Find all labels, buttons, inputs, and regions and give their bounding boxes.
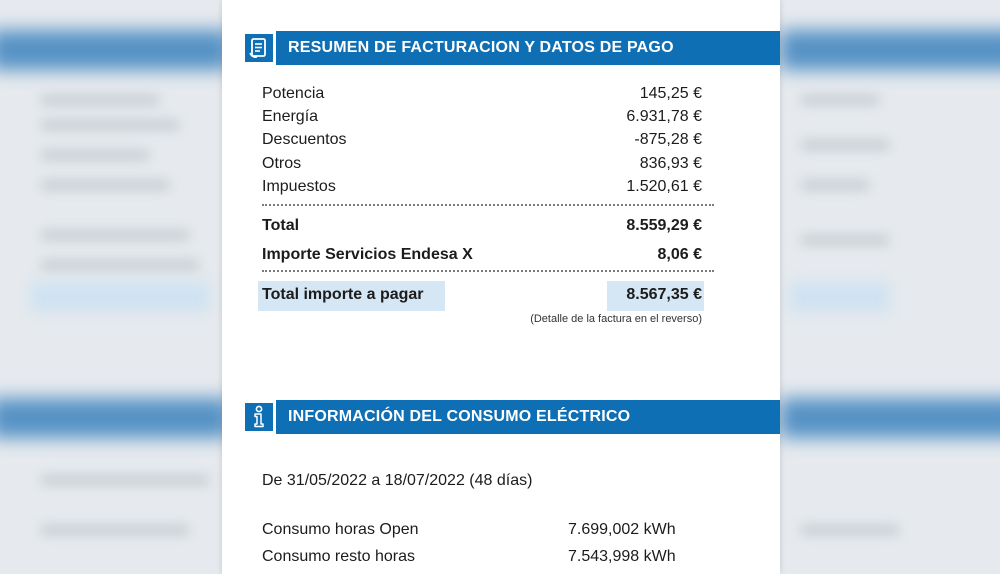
billing-section-header: [242, 31, 780, 65]
billing-row-energia: [262, 108, 702, 126]
info-icon: [245, 403, 273, 431]
consumption-label: Consumo resto horas: [262, 548, 415, 565]
consumption-value: 7.699,002 kWh: [568, 521, 676, 538]
background-line: [40, 120, 180, 130]
background-bar: [780, 398, 1000, 438]
billing-value: -875,28 €: [634, 131, 702, 148]
billing-row-otros: [262, 155, 702, 173]
background-highlight: [790, 282, 890, 312]
invoice-page: [222, 0, 780, 574]
billing-row-potencia: [262, 85, 702, 103]
billing-value: 1.520,61 €: [626, 178, 702, 195]
background-line: [40, 230, 190, 240]
background-line: [800, 180, 870, 190]
billing-to-pay-row: [262, 286, 702, 304]
consumption-value: 7.543,998 kWh: [568, 548, 676, 565]
background-line: [40, 150, 150, 160]
background-line: [40, 95, 160, 105]
billing-label: Energía: [262, 108, 319, 125]
background-line: [40, 525, 190, 535]
billing-value: 836,93 €: [639, 155, 702, 172]
billing-label: Potencia: [262, 85, 325, 102]
billing-icon-box: [242, 31, 276, 65]
background-line: [800, 525, 900, 535]
billing-value: 145,25 €: [639, 85, 702, 102]
background-line: [40, 260, 200, 270]
billing-title: RESUMEN DE FACTURACION Y DATOS DE PAGO: [288, 39, 674, 56]
billing-row-impuestos: [262, 178, 702, 196]
total-value: 8.559,29 €: [626, 217, 702, 234]
services-value: 8,06 €: [657, 246, 702, 263]
consumption-label: Consumo horas Open: [262, 521, 419, 538]
to-pay-label: Total importe a pagar: [262, 286, 424, 303]
billing-total-row: [262, 217, 702, 235]
background-highlight: [30, 282, 210, 312]
billing-label: Impuestos: [262, 178, 336, 195]
background-bar: [780, 30, 1000, 70]
consumption-row-resto: [262, 548, 700, 566]
background-line: [40, 475, 210, 485]
billing-services-row: [262, 246, 702, 264]
background-bar: [0, 398, 230, 438]
billing-label: Descuentos: [262, 131, 347, 148]
billing-row-descuentos: [262, 131, 702, 149]
consumption-row-open: [262, 521, 700, 539]
consumption-period: De 31/05/2022 a 18/07/2022 (48 días): [262, 472, 533, 489]
billing-value: 6.931,78 €: [626, 108, 702, 125]
total-label: Total: [262, 217, 300, 234]
dotted-divider: [262, 270, 714, 272]
background-line: [800, 235, 890, 245]
to-pay-value: 8.567,35 €: [626, 286, 702, 303]
background-line: [40, 180, 170, 190]
consumption-title: INFORMACIÓN DEL CONSUMO ELÉCTRICO: [288, 408, 631, 425]
receipt-icon: [245, 34, 273, 62]
background-line: [800, 140, 890, 150]
billing-label: Otros: [262, 155, 302, 172]
consumption-icon-box: [242, 400, 276, 434]
background-bar: [0, 30, 230, 70]
consumption-section-header: [242, 400, 780, 434]
services-label: Importe Servicios Endesa X: [262, 246, 473, 263]
dotted-divider: [262, 204, 714, 206]
invoice-detail-note: (Detalle de la factura en el reverso): [530, 313, 702, 325]
background-line: [800, 95, 880, 105]
